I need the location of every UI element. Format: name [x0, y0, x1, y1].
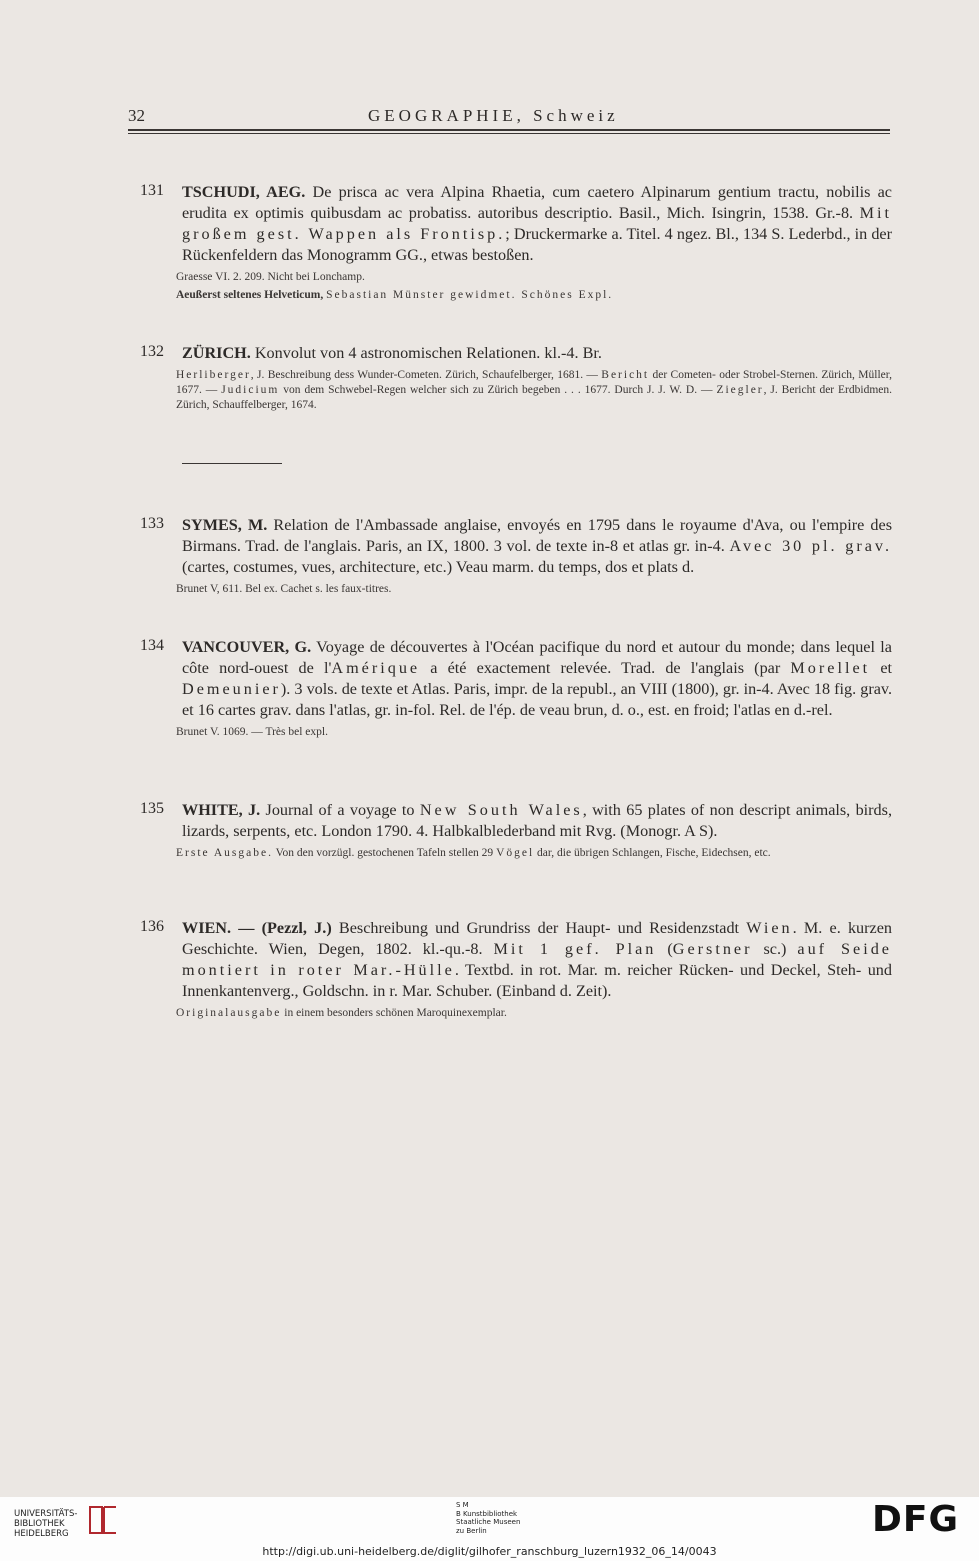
note-text: Von den vorzügl. gestochenen Tafeln stellen 29 [272, 847, 497, 859]
source-url[interactable]: http://digi.ub.uni-heidelberg.de/diglit/gilhofer_ranschburg_luzern1932_06_14/0043 [262, 1545, 717, 1558]
entry-note [176, 846, 892, 861]
entry-author: VANCOUVER, G. [182, 638, 312, 656]
entry-text: . Textbd. in rot. Mar. m. reicher Rücken- und Deckel, Steh- und Innenkantenverg., Goldschn. in r. Mar. Schuber. (Einband d. Zeit). [182, 961, 892, 1000]
note-spaced-text: Erste Ausgabe. [176, 847, 273, 859]
entry-description [182, 182, 892, 266]
entry-note [176, 368, 892, 413]
section-divider [182, 463, 282, 464]
entry-note [176, 1006, 892, 1021]
entry-description [182, 637, 892, 721]
entry-description [182, 800, 892, 842]
entry-text: a été exactement relevée. Trad. de l'anglais (par [420, 659, 791, 677]
stamp-line: B Kunstbibliothek [456, 1509, 518, 1518]
note-spaced-text: Ziegler [716, 384, 764, 396]
library-logo-icon [86, 1503, 120, 1537]
note-spaced-text: Originalausgabe [176, 1007, 282, 1019]
note-text: der Cometen- oder Strobel-Sternen. Zürich, Müller, 1677. — [176, 369, 892, 396]
entry-number: 136 [140, 918, 164, 935]
entry-text: Journal of a voyage to [260, 801, 420, 819]
entry-number: 132 [140, 343, 164, 360]
entry-text: Relation de l'Ambassade anglaise, envoyés en 1795 dans le royaume d'Ava, ou l'empire des Birmans. Trad. de l'anglais. Paris, an IX, 1800. 3 vol. de texte in-8 et atlas gr. in-4. [182, 516, 892, 555]
entry-number: 133 [140, 515, 164, 532]
entry-description [182, 515, 892, 578]
catalog-entry-135 [140, 800, 892, 861]
entry-text: . M. e. kurzen Geschichte. Wien, Degen, 1802. kl.-qu.-8. [182, 919, 893, 958]
stamp-line: Staatliche Museen [456, 1518, 521, 1526]
note-spaced-text: Judicium [221, 384, 280, 396]
note-spaced-text: Bericht [601, 369, 650, 381]
entry-spaced-text: Mit 1 gef. Plan [493, 940, 657, 958]
entry-author: WHITE, J. [182, 801, 261, 819]
entry-number: 135 [140, 800, 164, 817]
entry-author: ZÜRICH. [182, 344, 251, 362]
note-text: , J. Beschreibung dess Wunder-Cometen. Zürich, Schaufelberger, 1681. — [250, 369, 602, 381]
entry-text: et [870, 659, 892, 677]
catalog-entry-132 [140, 343, 892, 413]
note-text: dar, die übrigen Schlangen, Fische, Eidechsen, etc. [534, 847, 771, 859]
entry-author: TSCHUDI, AEG. [182, 183, 306, 201]
catalog-entry-136 [140, 918, 892, 1021]
entry-text: ( [656, 940, 673, 958]
note-spaced-text: Sebastian Münster gewidmet. Schönes Expl. [326, 289, 614, 301]
note-text: in einem besonders schönen Maroquinexemplar. [281, 1007, 507, 1019]
entry-text: (cartes, costumes, vues, architecture, etc.) Veau marm. du temps, dos et plats d. [182, 558, 695, 576]
page-header [128, 104, 890, 136]
note-bold-text: Aeußerst seltenes Helveticum, [176, 289, 324, 301]
entry-author: SYMES, M. [182, 516, 268, 534]
catalog-entry-134 [140, 637, 892, 740]
entry-text: Konvolut von 4 astronomischen Relationen. kl.-4. Br. [250, 344, 602, 362]
entry-spaced-text: Morellet [790, 659, 871, 677]
entry-note: Graesse VI. 2. 209. Nicht bei Lonchamp. [176, 271, 365, 283]
entry-number: 131 [140, 182, 164, 199]
entry-text: De prisca ac vera Alpina Rhaetia, cum caetero Alpinarum gentium tractu, nobilis ac erudita ex optimis quibusdam ac probatiss. autoribus descriptio. Basil., Mich. Isingrin, 1538. Gr.-8. [182, 183, 892, 222]
stamp-line: zu Berlin [456, 1526, 487, 1535]
entry-spaced-text: New South Wales [419, 801, 583, 819]
entry-note [176, 288, 892, 303]
entry-author: WIEN. — (Pezzl, J.) [182, 919, 332, 937]
note-text: , J. Bericht der Erdbidmen. Zürich, Schauffelberger, 1674. [176, 384, 893, 411]
page-number: 32 [128, 106, 145, 125]
library-name-line: BIBLIOTHEK [14, 1519, 65, 1529]
library-name [14, 1509, 77, 1539]
header-rule-thin [128, 133, 890, 134]
dfg-logo: DFG [872, 1499, 960, 1540]
entry-text: ; Druckermarke a. Titel. 4 ngez. Bl., 134 S. Lederbd., in der Rückenfeldern das Monogramm GG., etwas bestoßen. [182, 225, 892, 264]
entry-text: Voyage de découvertes à l'Océan pacifique du nord et autour du monde; dans lequel la côte nord-ouest de l' [182, 638, 892, 677]
entry-description [182, 918, 892, 1002]
viewer-footer [0, 1497, 979, 1561]
entry-spaced-text: Gerstner [672, 940, 753, 958]
catalog-entry-131 [140, 182, 892, 303]
entry-number: 134 [140, 637, 164, 654]
entry-spaced-text: Wien [746, 919, 793, 937]
entry-note: Brunet V, 611. Bel ex. Cachet s. les faux-titres. [176, 583, 392, 595]
entry-spaced-text: Avec 30 pl. grav. [729, 537, 892, 555]
catalog-entry-133 [140, 515, 892, 597]
entry-spaced-text: Demeunier [182, 680, 281, 698]
entry-description [182, 343, 892, 364]
entry-text: Beschreibung und Grundriss der Haupt- und Residenzstadt [331, 919, 747, 937]
note-text: von dem Schwebel-Regen welcher sich zu Zürich begeben . . . 1677. Durch J. J. W. D. — [279, 384, 717, 396]
header-rule [128, 129, 890, 131]
entry-spaced-text: auf Seide montiert in roter Mar.-Hülle [182, 940, 892, 979]
library-name-line: UNIVERSITÄTS- [14, 1509, 78, 1519]
entry-text: , with 65 plates of non descript animals, birds, lizards, serpents, etc. London 1790. 4. Halbkalblederband mit Rvg. (Monogr. A S). [182, 801, 892, 840]
museum-stamp [456, 1501, 520, 1535]
entry-text: sc.) [752, 940, 798, 958]
stamp-line: S M [456, 1501, 469, 1509]
library-name-line: HEIDELBERG [14, 1529, 69, 1539]
entry-spaced-text: Amérique [331, 659, 421, 677]
entry-text: ). 3 vols. de texte et Atlas. Paris, impr. de la republ., an VIII (1800), gr. in-4. Avec 18 fig. grav. et 16 cartes grav. dans l'atlas, gr. in-fol. Rel. de l'ép. de veau brun, d. o., est. en froid; l'atlas en d.-rel. [182, 680, 892, 719]
entry-spaced-text: Mit großem gest. Wappen als Frontisp. [182, 204, 892, 243]
page-title: GEOGRAPHIE, Schweiz [368, 106, 619, 125]
note-spaced-text: Herliberger [176, 369, 251, 381]
note-spaced-text: Vögel [496, 847, 535, 859]
entry-note: Brunet V. 1069. — Très bel expl. [176, 726, 328, 738]
